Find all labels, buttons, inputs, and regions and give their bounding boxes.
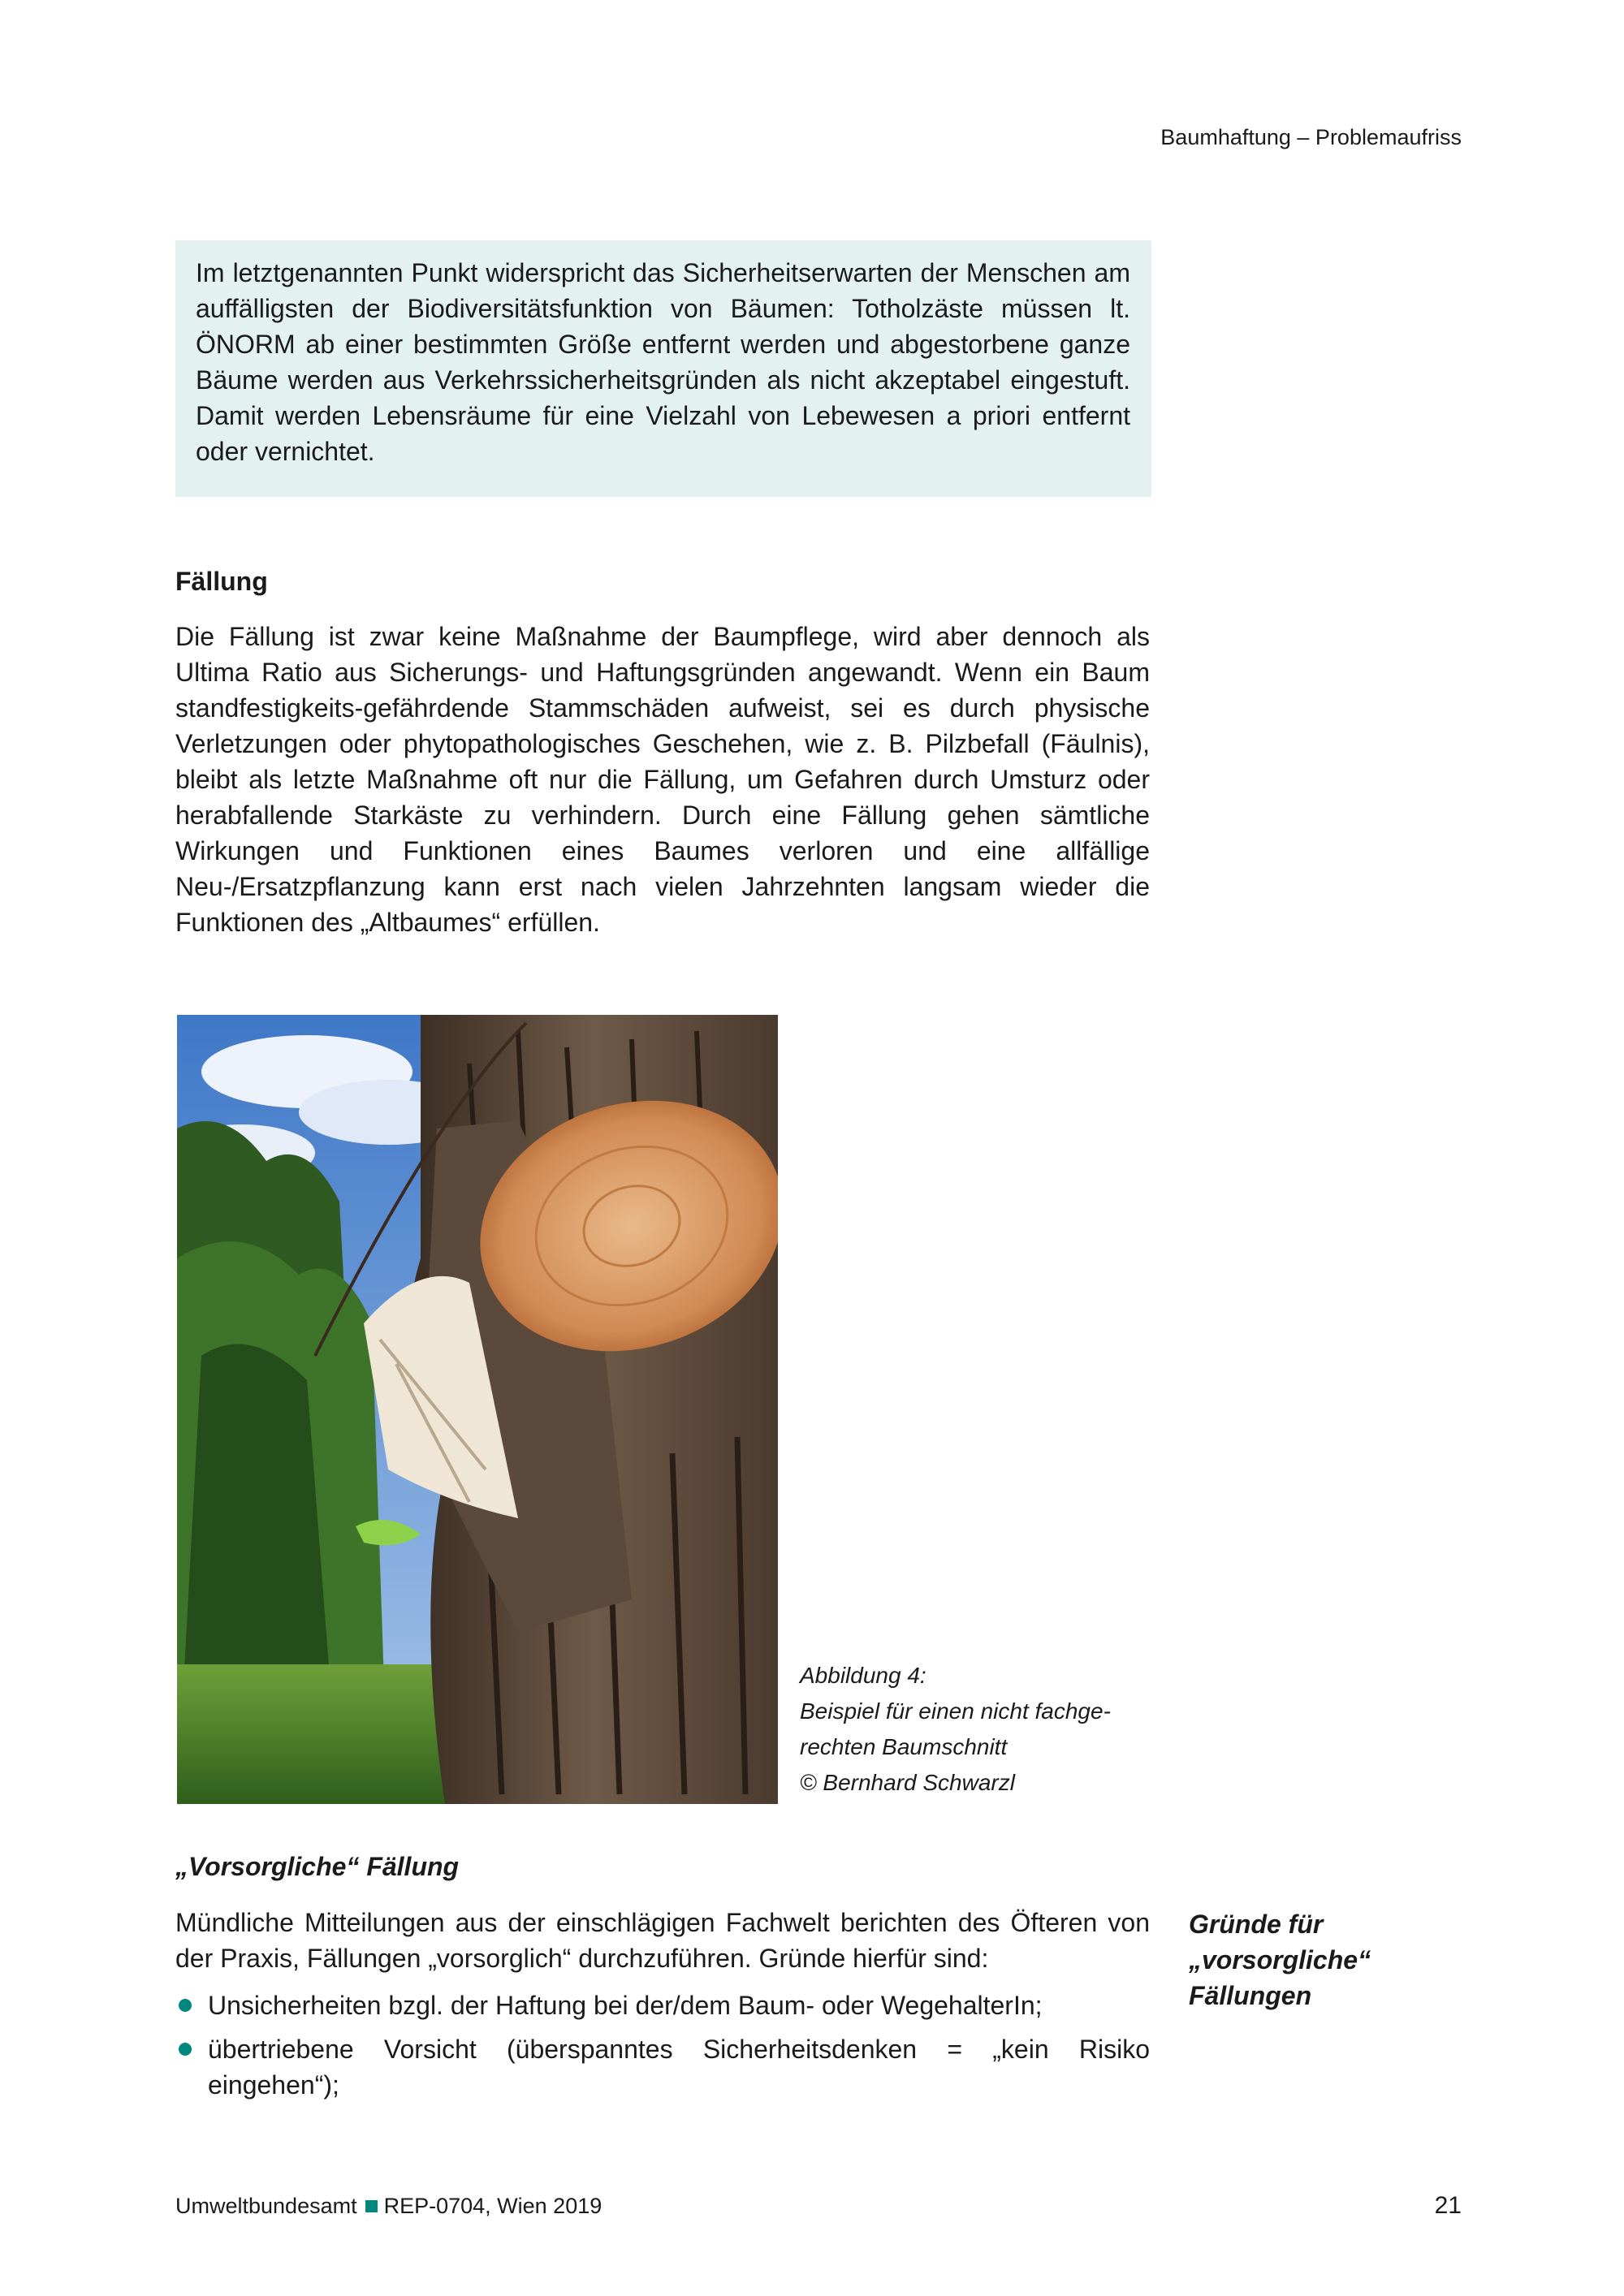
- publisher-name: Umweltbundesamt: [175, 2194, 357, 2218]
- list-item-text: Unsicherheiten bzgl. der Haftung bei der/dem Baum- oder WegehalterIn;: [208, 1991, 1043, 2020]
- margin-note-line: Fällungen: [1189, 1981, 1312, 2010]
- margin-note: [1189, 1906, 1465, 2013]
- figure-label: Abbildung 4:: [800, 1663, 926, 1688]
- list-item-text: übertriebene Vorsicht (überspanntes Sicherheitsdenken = „kein Risiko eingehen“);: [208, 2035, 1150, 2100]
- figure-caption-line: Beispiel für einen nicht fachge-: [800, 1698, 1111, 1724]
- figure-caption-line: rechten Baumschnitt: [800, 1734, 1008, 1759]
- footer-publisher: [175, 2194, 602, 2219]
- square-icon: [365, 2200, 378, 2212]
- figure-credit: © Bernhard Schwarzl: [800, 1770, 1015, 1795]
- bullet-icon: [179, 2043, 192, 2056]
- running-header: Baumhaftung – Problemaufriss: [1160, 125, 1462, 149]
- paragraph-vorsorgliche-faellung: Mündliche Mitteilungen aus der einschlägigen Fachwelt berichten des Öfteren von der Praxis, Fällungen „vorsorglich“ durchzuführen. Gründe hierfür sind:: [175, 1908, 1150, 1973]
- margin-note-line: „vorsorgliche“: [1189, 1945, 1371, 1974]
- info-box-text: Im letztgenannten Punkt widerspricht das Sicherheitserwarten der Menschen am auffälligsten der Biodiversitätsfunktion von Bäumen: Totholzäste müssen lt. ÖNORM ab einer bestimmten Größe entfernt werden und abgestorbene ganze Bäume werden aus Verkehrssicherheitsgründen als nicht akzeptabel eingestuft. Damit werden Lebensräume für eine Vielzahl von Lebewesen a priori entfernt oder vernichtet.: [196, 258, 1130, 466]
- figure-caption: [800, 1658, 1173, 1801]
- list-item: [175, 1987, 1150, 2023]
- list-item: [175, 2031, 1150, 2103]
- reasons-list: [175, 1987, 1150, 2111]
- section-heading-vorsorgliche-faellung: „Vorsorgliche“ Fällung: [175, 1852, 460, 1881]
- report-id: REP-0704, Wien 2019: [383, 2194, 603, 2218]
- paragraph-faellung: Die Fällung ist zwar keine Maßnahme der Baumpflege, wird aber dennoch als Ultima Ratio aus Sicherungs- und Haftungsgründen angewandt. Wenn ein Baum standfestigkeits-gefährdende Stammschäden aufweist, sei es durch physische Verletzungen oder phytopathologisches Geschehen, wie z. B. Pilzbefall (Fäulnis), bleibt als letzte Maßnahme oft nur die Fällung, um Gefahren durch Umsturz oder herabfallende Starkäste zu verhindern. Durch eine Fällung gehen sämtliche Wirkungen und Funktionen eines Baumes verloren und eine allfällige Neu-/Ersatzpflanzung kann erst nach vielen Jahrzehnten langsam wieder die Funktionen des „Altbaumes“ erfüllen.: [175, 622, 1150, 937]
- section-heading-faellung: Fällung: [175, 567, 268, 596]
- tree-stump-photo: [177, 1015, 778, 1804]
- margin-note-line: Gründe für: [1189, 1910, 1324, 1939]
- info-box: [175, 240, 1151, 497]
- bullet-icon: [179, 1999, 192, 2012]
- page-number: 21: [1434, 2192, 1462, 2219]
